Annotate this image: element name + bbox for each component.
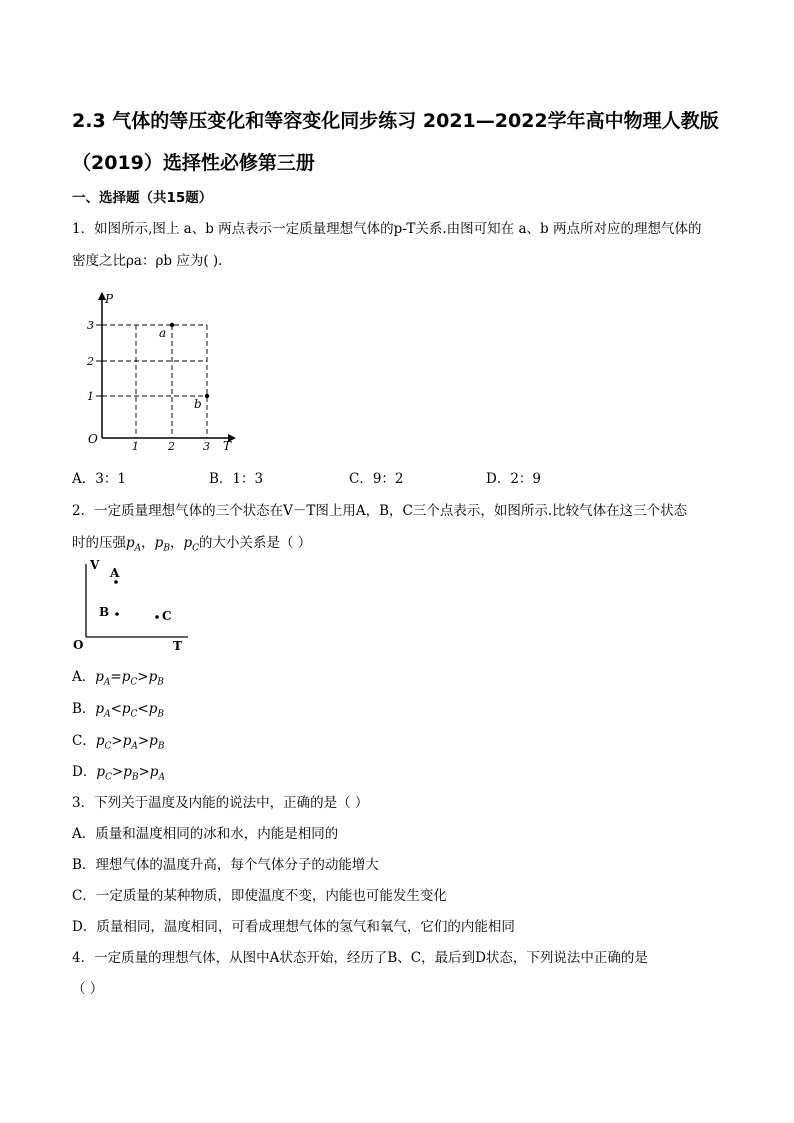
q3-stem: 3．下列关于温度及内能的说法中，正确的是（ ）	[72, 795, 369, 811]
q1-option-a[interactable]: A．3：1	[72, 471, 126, 487]
q2-option-b[interactable]: B．$p_A<p_C<p_B$	[72, 701, 165, 720]
q2-origin-label: O	[73, 638, 84, 652]
q2-stem-line2: 时的压强$p_A$，$p_B$，$p_C$的大小关系是（ ）	[72, 535, 312, 554]
q1-t-label: T	[223, 439, 232, 453]
q1-y-tick-2: 2	[87, 355, 94, 368]
q2-point-c-label: C	[162, 609, 172, 623]
q2-point-a-label: A	[110, 566, 120, 580]
q3-option-d[interactable]: D．质量相同，温度相同，可看成理想气体的氢气和氧气，它们的内能相同	[72, 919, 515, 935]
q1-stem-line2: 密度之比ρa：ρb 应为( ).	[72, 253, 223, 269]
q1-x-tick-3: 3	[203, 440, 210, 453]
q1-option-b[interactable]: B．1：3	[209, 471, 264, 487]
q2-v-label: V	[90, 558, 100, 572]
q2-point-b-label: B	[99, 605, 110, 619]
q2-point-b	[115, 612, 119, 616]
q2-stem-line1: 2．一定质量理想气体的三个状态在V－T图上用A，B，C三个点表示，如图所示.比较气体在这三个状态	[72, 503, 688, 519]
q2-t-label: T	[173, 639, 182, 653]
q1-p-label: P	[105, 292, 114, 306]
q3-option-a[interactable]: A．质量和温度相同的冰和水，内能是相同的	[72, 826, 339, 842]
q2-option-d[interactable]: D．$p_C>p_B>p_A$	[72, 764, 165, 783]
q2-point-a	[114, 580, 118, 584]
q2-option-c[interactable]: C．$p_C>p_A>p_B$	[72, 733, 165, 752]
q1-y-tick-1: 1	[87, 390, 94, 403]
q4-stem-line2: （ ）	[72, 981, 104, 997]
section-heading: 一、选择题（共15题）	[72, 190, 213, 206]
q2-option-a[interactable]: A．$p_A=p_C>p_B$	[72, 669, 164, 688]
q1-point-b	[205, 394, 209, 398]
q2-vt-diagram	[70, 556, 200, 656]
q1-x-tick-1: 1	[132, 440, 139, 453]
q2-point-c	[155, 615, 159, 619]
q1-y-tick-3: 3	[87, 319, 94, 332]
q1-pt-diagram	[84, 290, 244, 455]
q1-point-b-label: b	[194, 397, 202, 411]
q4-stem-line1: 4．一定质量的理想气体，从图中A状态开始，经历了B、C，最后到D状态，下列说法中正确的是	[72, 950, 648, 966]
q1-point-a	[170, 323, 174, 327]
q1-x-tick-2: 2	[168, 440, 175, 453]
q1-grid	[102, 325, 207, 438]
q3-option-b[interactable]: B．理想气体的温度升高，每个气体分子的动能增大	[72, 857, 379, 873]
q1-option-d[interactable]: D．2：9	[486, 471, 542, 487]
page-title: 2.3 气体的等压变化和等容变化同步练习 2021—2022学年高中物理人教版（2019）选择性必修第三册	[72, 110, 719, 174]
q3-option-c[interactable]: C．一定质量的某种物质，即使温度不变，内能也可能发生变化	[72, 888, 447, 904]
q1-point-a-label: a	[159, 326, 167, 340]
q1-origin-label: O	[88, 432, 98, 446]
q1-option-c[interactable]: C．9：2	[349, 471, 404, 487]
q1-stem-line1: 1．如图所示,图上 a、b 两点表示一定质量理想气体的p-T关系.由图可知在 a、b 两点所对应的理想气体的	[72, 221, 702, 237]
